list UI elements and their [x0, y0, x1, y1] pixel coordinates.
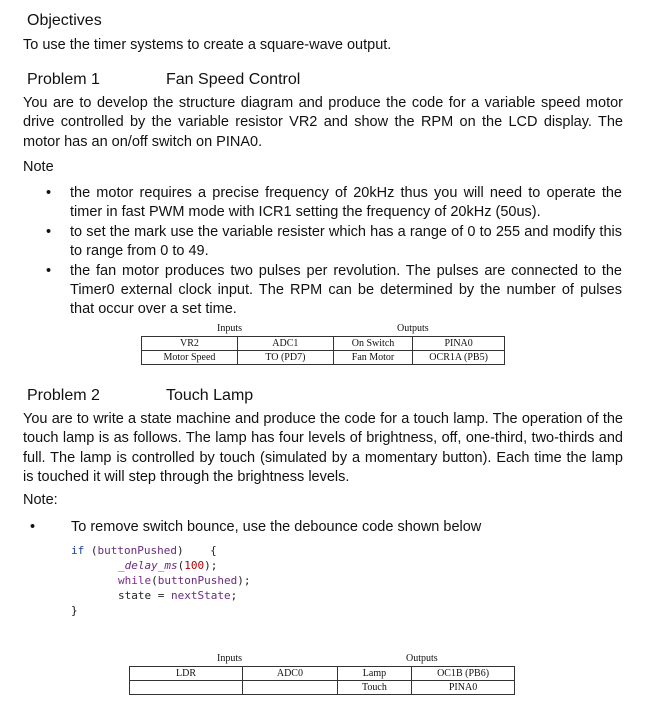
- list-item: • the fan motor produces two pulses per revolution. The pulses are connected to the Timer0 external clock input. The RPM can be determined by the number of pulses that occur over a set time.: [46, 262, 622, 318]
- problem2-note: Note:: [23, 492, 58, 508]
- p1-inputs-label: Inputs: [217, 323, 242, 334]
- problem2-label: Problem 2: [27, 387, 100, 404]
- problem2-bullet: To remove switch bounce, use the debounce code shown below: [71, 519, 482, 535]
- problem2-body: You are to write a state machine and produce the code for a touch lamp. The operation of the touch lamp is as follows. The lamp has four levels of brightness, off, one-third, two-thirds and full. The lamp is controlled by touch (simulated by a momentary button). Each time the lamp is touched it will step through the brightness levels.: [23, 411, 623, 486]
- list-item: • the motor requires a precise frequency of 20kHz thus you will need to operate the timer in fast PWM mode with ICR1 setting the frequency of 20kHz (50us).: [46, 185, 622, 221]
- problem2-title: Touch Lamp: [166, 387, 254, 404]
- p1-io-table: [141, 336, 505, 365]
- bullet-icon: •: [30, 519, 36, 535]
- objectives-text: To use the timer systems to create a square-wave output.: [23, 37, 392, 53]
- objectives-heading: Objectives: [27, 12, 102, 29]
- problem1-label: Problem 1: [27, 71, 100, 88]
- list-item: • to set the mark use the variable resister which has a range of 0 to 255 and modify this to range from 0 to 49.: [46, 223, 622, 260]
- p2-io-table: [129, 666, 515, 695]
- problem1-body: You are to develop the structure diagram and produce the code for a variable speed motor drive controlled by the variable resistor VR2 and show the RPM on the LCD display. The motor has an on/off switch on PINA0.: [23, 95, 623, 150]
- table-row: LDR ADC0 Lamp OC1B (PB6): [130, 667, 515, 681]
- p2-outputs-label: Outputs: [406, 653, 438, 664]
- bullet-icon: •: [46, 223, 52, 240]
- bullet-icon: •: [46, 185, 52, 201]
- problem1-title: Fan Speed Control: [166, 71, 301, 88]
- debounce-code-line4: state = nextState;: [118, 589, 238, 602]
- p2-inputs-label: Inputs: [217, 653, 242, 664]
- debounce-code-line3: while(buttonPushed);: [118, 574, 251, 587]
- p1-outputs-label: Outputs: [397, 323, 429, 334]
- debounce-code-close: }: [71, 604, 78, 617]
- debounce-code-line2: _delay_ms(100);: [118, 559, 218, 572]
- table-row: Touch PINA0: [130, 681, 515, 695]
- table-row: Motor Speed TO (PD7) Fan Motor OCR1A (PB5): [142, 351, 505, 365]
- problem1-note: Note: [23, 159, 54, 175]
- problem1-bullet-list: [46, 184, 622, 320]
- debounce-code: if (buttonPushed) {: [71, 544, 217, 557]
- bullet-icon: •: [46, 262, 52, 279]
- table-row: VR2 ADC1 On Switch PINA0: [142, 337, 505, 351]
